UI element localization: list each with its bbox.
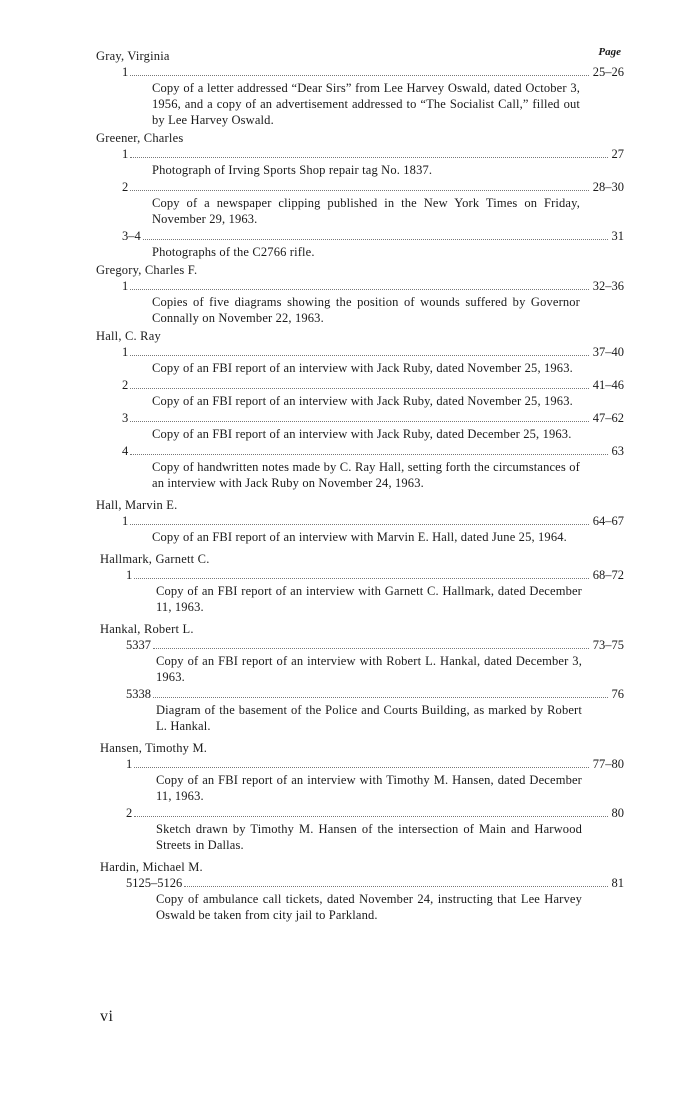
exhibit-description: Copy of an FBI report of an interview with Jack Ruby, dated November 25, 1963. bbox=[152, 361, 573, 375]
exhibit-description: Photograph of Irving Sports Shop repair tag No. 1837. bbox=[152, 163, 433, 177]
dot-leader bbox=[130, 289, 589, 290]
exhibit-row bbox=[126, 756, 624, 772]
dot-leader bbox=[130, 454, 607, 455]
exhibit-row bbox=[122, 278, 624, 294]
dot-leader bbox=[153, 648, 589, 649]
witness-entry bbox=[0, 497, 691, 545]
dot-leader bbox=[130, 524, 589, 525]
page-column-label: Page bbox=[598, 46, 621, 58]
exhibit-pages: 37–40 bbox=[592, 345, 624, 359]
dot-leader bbox=[143, 239, 608, 240]
exhibit-row bbox=[122, 179, 624, 195]
exhibit-pages: 32–36 bbox=[592, 279, 624, 293]
witness-name: Hall, Marvin E. bbox=[96, 498, 178, 512]
exhibit-description: Copy of an FBI report of an interview with Jack Ruby, dated November 25, 1963. bbox=[152, 394, 573, 408]
exhibit-number: 1 bbox=[122, 147, 129, 161]
page-numeral: vi bbox=[100, 1008, 114, 1025]
witness-entry bbox=[0, 859, 691, 923]
exhibit-description: Copy of an FBI report of an interview with Garnett C. Hallmark, dated December 11, 1963. bbox=[156, 584, 582, 614]
exhibit-description: Copy of an FBI report of an interview with Timothy M. Hansen, dated December 11, 1963. bbox=[156, 773, 582, 803]
witness-entry bbox=[0, 130, 691, 260]
witness-entry bbox=[0, 740, 691, 853]
exhibit-description: Diagram of the basement of the Police and Courts Building, as marked by Robert L. Hankal. bbox=[156, 703, 582, 733]
exhibit-row bbox=[126, 805, 624, 821]
exhibit-row bbox=[122, 513, 624, 529]
witness-entry bbox=[0, 551, 691, 615]
witness-entry bbox=[0, 328, 691, 491]
exhibit-row bbox=[126, 686, 624, 702]
exhibit-number: 5337 bbox=[126, 638, 151, 652]
witness-entry bbox=[0, 262, 691, 326]
witness-name: Gregory, Charles F. bbox=[96, 263, 198, 277]
exhibit-index bbox=[0, 48, 691, 925]
exhibit-number: 2 bbox=[122, 180, 129, 194]
exhibit-description: Copy of an FBI report of an interview with Robert L. Hankal, dated December 3, 1963. bbox=[156, 654, 582, 684]
exhibit-row bbox=[122, 228, 624, 244]
witness-name: Hansen, Timothy M. bbox=[100, 741, 208, 755]
exhibit-pages: 80 bbox=[611, 806, 624, 820]
exhibit-number: 4 bbox=[122, 444, 129, 458]
exhibit-pages: 28–30 bbox=[592, 180, 624, 194]
exhibit-pages: 41–46 bbox=[592, 378, 624, 392]
exhibit-number: 2 bbox=[126, 806, 133, 820]
exhibit-number: 1 bbox=[122, 279, 129, 293]
exhibit-row bbox=[122, 410, 624, 426]
exhibit-number: 5338 bbox=[126, 687, 151, 701]
witness-name: Hankal, Robert L. bbox=[100, 622, 194, 636]
witness-name: Greener, Charles bbox=[96, 131, 184, 145]
exhibit-number: 2 bbox=[122, 378, 129, 392]
dot-leader bbox=[134, 767, 589, 768]
exhibit-pages: 63 bbox=[611, 444, 624, 458]
exhibit-number: 5125–5126 bbox=[126, 876, 183, 890]
exhibit-description: Copy of an FBI report of an interview with Jack Ruby, dated December 25, 1963. bbox=[152, 427, 572, 441]
exhibit-pages: 68–72 bbox=[592, 568, 624, 582]
exhibit-description: Copy of a newspaper clipping published in the New York Times on Friday, November 29, 1963. bbox=[152, 196, 580, 226]
dot-leader bbox=[130, 157, 607, 158]
exhibit-number: 1 bbox=[122, 345, 129, 359]
exhibit-pages: 73–75 bbox=[592, 638, 624, 652]
exhibit-description: Copy of ambulance call tickets, dated November 24, instructing that Lee Harvey Oswald be taken from city jail to Parkland. bbox=[156, 892, 582, 922]
exhibit-pages: 76 bbox=[611, 687, 624, 701]
witness-name: Gray, Virginia bbox=[96, 49, 170, 63]
exhibit-row bbox=[126, 875, 624, 891]
exhibit-pages: 31 bbox=[611, 229, 624, 243]
exhibit-number: 1 bbox=[122, 514, 129, 528]
dot-leader bbox=[130, 355, 589, 356]
exhibit-row bbox=[122, 64, 624, 80]
exhibit-number: 1 bbox=[122, 65, 129, 79]
exhibit-description: Copy of handwritten notes made by C. Ray Hall, setting forth the circumstances of an interview with Jack Ruby on November 24, 1963. bbox=[152, 460, 580, 490]
witness-name: Hallmark, Garnett C. bbox=[100, 552, 210, 566]
exhibit-row bbox=[126, 567, 624, 583]
exhibit-pages: 64–67 bbox=[592, 514, 624, 528]
exhibit-description: Copies of five diagrams showing the position of wounds suffered by Governor Connally on November 22, 1963. bbox=[152, 295, 580, 325]
dot-leader bbox=[184, 886, 607, 887]
exhibit-pages: 47–62 bbox=[592, 411, 624, 425]
exhibit-number: 3 bbox=[122, 411, 129, 425]
exhibit-pages: 27 bbox=[611, 147, 624, 161]
exhibit-row bbox=[122, 443, 624, 459]
dot-leader bbox=[153, 697, 608, 698]
exhibit-number: 3–4 bbox=[122, 229, 141, 243]
exhibit-row bbox=[122, 344, 624, 360]
witness-entry bbox=[0, 48, 691, 128]
dot-leader bbox=[130, 75, 589, 76]
exhibit-number: 1 bbox=[126, 757, 133, 771]
exhibit-description: Copy of an FBI report of an interview with Marvin E. Hall, dated June 25, 1964. bbox=[152, 530, 567, 544]
dot-leader bbox=[130, 388, 589, 389]
dot-leader bbox=[130, 190, 589, 191]
exhibit-description: Copy of a letter addressed “Dear Sirs” from Lee Harvey Oswald, dated October 3, 1956, and a copy of an advertisement addressed to “The Socialist Call,” filled out by Lee Harvey Oswald. bbox=[152, 81, 580, 127]
exhibit-pages: 81 bbox=[611, 876, 624, 890]
exhibit-pages: 25–26 bbox=[592, 65, 624, 79]
exhibit-row bbox=[126, 637, 624, 653]
witness-entry bbox=[0, 621, 691, 734]
dot-leader bbox=[134, 578, 589, 579]
dot-leader bbox=[130, 421, 589, 422]
exhibit-pages: 77–80 bbox=[592, 757, 624, 771]
witness-name: Hall, C. Ray bbox=[96, 329, 161, 343]
exhibit-description: Sketch drawn by Timothy M. Hansen of the intersection of Main and Harwood Streets in Dallas. bbox=[156, 822, 582, 852]
exhibit-number: 1 bbox=[126, 568, 133, 582]
dot-leader bbox=[134, 816, 607, 817]
exhibit-row bbox=[122, 377, 624, 393]
exhibit-row bbox=[122, 146, 624, 162]
exhibit-description: Photographs of the C2766 rifle. bbox=[152, 245, 315, 259]
witness-name: Hardin, Michael M. bbox=[100, 860, 203, 874]
